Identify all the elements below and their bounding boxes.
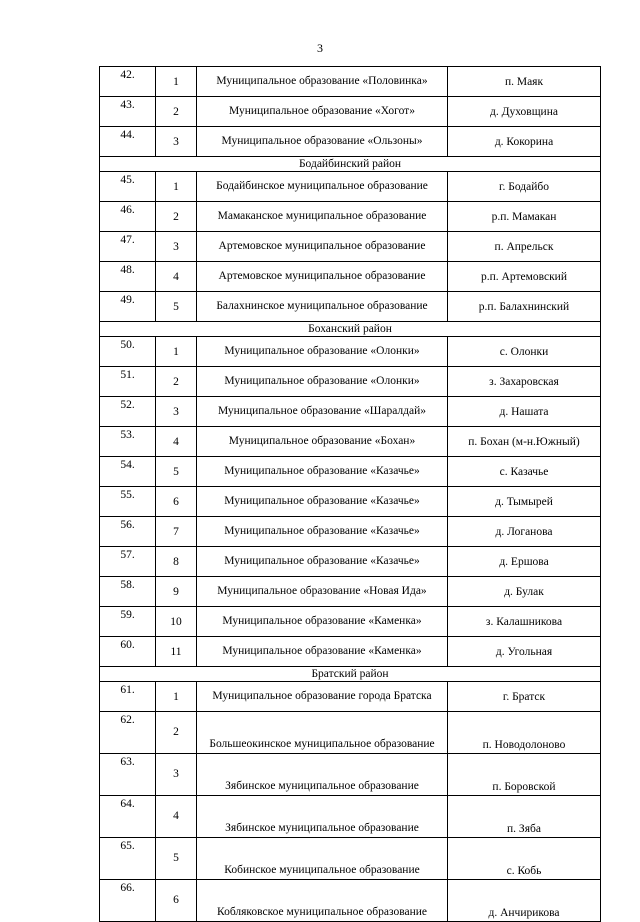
- table-row: [100, 712, 601, 754]
- table-row: [100, 172, 601, 202]
- settlement-name: д. Анчирикова: [448, 880, 601, 922]
- table-row: [100, 97, 601, 127]
- settlement-name: д. Угольная: [448, 637, 601, 667]
- region-header-row: [100, 157, 601, 172]
- region-name: Боханский район: [100, 322, 601, 337]
- sub-number: 6: [156, 880, 197, 922]
- municipality-name: Муниципальное образование города Братска: [197, 682, 448, 712]
- row-number: 60.: [100, 637, 156, 667]
- region-name: Бодайбинский район: [100, 157, 601, 172]
- row-number: 54.: [100, 457, 156, 487]
- municipality-name: Муниципальное образование «Казачье»: [197, 517, 448, 547]
- municipality-name: Муниципальное образование «Ользоны»: [197, 127, 448, 157]
- sub-number: 2: [156, 367, 197, 397]
- table-row: [100, 880, 601, 922]
- row-number: 44.: [100, 127, 156, 157]
- municipality-name: Муниципальное образование «Казачье»: [197, 547, 448, 577]
- table-row: [100, 127, 601, 157]
- municipality-name: Муниципальное образование «Шаралдай»: [197, 397, 448, 427]
- table-row: [100, 457, 601, 487]
- settlement-name: п. Апрельск: [448, 232, 601, 262]
- row-number: 57.: [100, 547, 156, 577]
- settlement-name: д. Ершова: [448, 547, 601, 577]
- settlement-name: д. Тымырей: [448, 487, 601, 517]
- row-number: 50.: [100, 337, 156, 367]
- row-number: 48.: [100, 262, 156, 292]
- sub-number: 1: [156, 682, 197, 712]
- table-row: [100, 292, 601, 322]
- row-number: 58.: [100, 577, 156, 607]
- table-row: [100, 838, 601, 880]
- settlement-name: п. Маяк: [448, 67, 601, 97]
- row-number: 43.: [100, 97, 156, 127]
- table-row: [100, 796, 601, 838]
- sub-number: 3: [156, 754, 197, 796]
- settlement-name: д. Булак: [448, 577, 601, 607]
- table-row: [100, 367, 601, 397]
- settlement-name: г. Бодайбо: [448, 172, 601, 202]
- region-header-row: [100, 322, 601, 337]
- municipality-name: Бодайбинское муниципальное образование: [197, 172, 448, 202]
- table-row: [100, 397, 601, 427]
- settlement-name: з. Захаровская: [448, 367, 601, 397]
- sub-number: 2: [156, 712, 197, 754]
- sub-number: 2: [156, 97, 197, 127]
- table-row: [100, 337, 601, 367]
- table-row: [100, 67, 601, 97]
- row-number: 51.: [100, 367, 156, 397]
- municipality-name: Кобляковское муниципальное образование: [197, 880, 448, 922]
- row-number: 45.: [100, 172, 156, 202]
- municipality-name: Муниципальное образование «Казачье»: [197, 457, 448, 487]
- settlement-name: д. Кокорина: [448, 127, 601, 157]
- sub-number: 1: [156, 67, 197, 97]
- sub-number: 1: [156, 172, 197, 202]
- municipality-name: Мамаканское муниципальное образование: [197, 202, 448, 232]
- settlement-name: д. Нашата: [448, 397, 601, 427]
- table-row: [100, 517, 601, 547]
- settlement-name: с. Олонки: [448, 337, 601, 367]
- region-name: Братский район: [100, 667, 601, 682]
- municipality-name: Муниципальное образование «Каменка»: [197, 637, 448, 667]
- settlement-name: г. Братск: [448, 682, 601, 712]
- municipality-name: Муниципальное образование «Каменка»: [197, 607, 448, 637]
- sub-number: 1: [156, 337, 197, 367]
- table-row: [100, 607, 601, 637]
- sub-number: 10: [156, 607, 197, 637]
- municipality-name: Большеокинское муниципальное образование: [197, 712, 448, 754]
- row-number: 47.: [100, 232, 156, 262]
- table-row: [100, 637, 601, 667]
- row-number: 62.: [100, 712, 156, 754]
- row-number: 66.: [100, 880, 156, 922]
- row-number: 55.: [100, 487, 156, 517]
- settlement-name: з. Калашникова: [448, 607, 601, 637]
- municipality-name: Муниципальное образование «Половинка»: [197, 67, 448, 97]
- table-row: [100, 427, 601, 457]
- municipality-name: Зябинское муниципальное образование: [197, 796, 448, 838]
- settlement-name: с. Казачье: [448, 457, 601, 487]
- municipality-name: Кобинское муниципальное образование: [197, 838, 448, 880]
- settlement-name: п. Зяба: [448, 796, 601, 838]
- table-row: [100, 754, 601, 796]
- table-row: [100, 577, 601, 607]
- sub-number: 2: [156, 202, 197, 232]
- municipality-name: Артемовское муниципальное образование: [197, 262, 448, 292]
- municipality-name: Зябинское муниципальное образование: [197, 754, 448, 796]
- settlement-name: р.п. Балахнинский: [448, 292, 601, 322]
- settlement-name: р.п. Мамакан: [448, 202, 601, 232]
- sub-number: 6: [156, 487, 197, 517]
- row-number: 42.: [100, 67, 156, 97]
- row-number: 49.: [100, 292, 156, 322]
- municipality-name: Артемовское муниципальное образование: [197, 232, 448, 262]
- row-number: 56.: [100, 517, 156, 547]
- row-number: 61.: [100, 682, 156, 712]
- municipality-name: Муниципальное образование «Бохан»: [197, 427, 448, 457]
- settlement-name: п. Бохан (м-н.Южный): [448, 427, 601, 457]
- table-row: [100, 232, 601, 262]
- municipalities-table: [99, 66, 601, 922]
- sub-number: 4: [156, 796, 197, 838]
- sub-number: 4: [156, 427, 197, 457]
- row-number: 52.: [100, 397, 156, 427]
- row-number: 63.: [100, 754, 156, 796]
- municipality-name: Муниципальное образование «Новая Ида»: [197, 577, 448, 607]
- sub-number: 5: [156, 838, 197, 880]
- row-number: 59.: [100, 607, 156, 637]
- region-header-row: [100, 667, 601, 682]
- sub-number: 3: [156, 127, 197, 157]
- table-row: [100, 487, 601, 517]
- sub-number: 3: [156, 397, 197, 427]
- municipality-name: Муниципальное образование «Олонки»: [197, 367, 448, 397]
- table-row: [100, 202, 601, 232]
- row-number: 46.: [100, 202, 156, 232]
- sub-number: 8: [156, 547, 197, 577]
- table-row: [100, 262, 601, 292]
- table-row: [100, 547, 601, 577]
- row-number: 65.: [100, 838, 156, 880]
- sub-number: 4: [156, 262, 197, 292]
- settlement-name: д. Духовщина: [448, 97, 601, 127]
- page-number: 3: [317, 41, 323, 55]
- sub-number: 9: [156, 577, 197, 607]
- table-body: [100, 67, 601, 922]
- sub-number: 7: [156, 517, 197, 547]
- municipality-name: Муниципальное образование «Казачье»: [197, 487, 448, 517]
- table-row: [100, 682, 601, 712]
- sub-number: 5: [156, 292, 197, 322]
- settlement-name: с. Кобь: [448, 838, 601, 880]
- settlement-name: р.п. Артемовский: [448, 262, 601, 292]
- row-number: 64.: [100, 796, 156, 838]
- municipality-name: Муниципальное образование «Олонки»: [197, 337, 448, 367]
- settlement-name: д. Логанова: [448, 517, 601, 547]
- sub-number: 11: [156, 637, 197, 667]
- settlement-name: п. Новодолоново: [448, 712, 601, 754]
- row-number: 53.: [100, 427, 156, 457]
- sub-number: 3: [156, 232, 197, 262]
- municipality-name: Балахнинское муниципальное образование: [197, 292, 448, 322]
- sub-number: 5: [156, 457, 197, 487]
- municipality-name: Муниципальное образование «Хогот»: [197, 97, 448, 127]
- settlement-name: п. Боровской: [448, 754, 601, 796]
